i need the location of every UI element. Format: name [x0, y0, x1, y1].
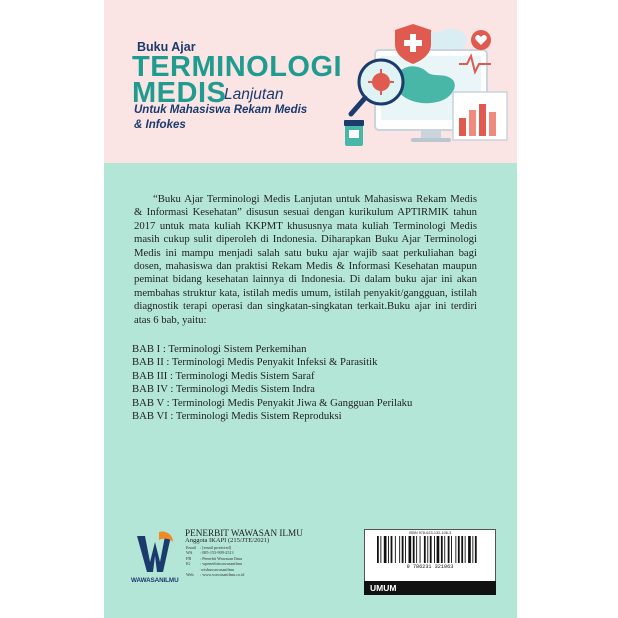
barcode-bar — [437, 536, 440, 563]
contact-row: Web : www.wawasanilmu.co.id — [186, 572, 245, 578]
chapter-item: BAB IV : Terminologi Medis Sistem Indra — [132, 383, 315, 396]
barcode-bars — [377, 536, 485, 563]
barcode-bar — [427, 536, 428, 563]
contact-row: Email : [email protected] — [186, 545, 231, 550]
contact-row: wisbuwawasanilmu — [200, 566, 235, 572]
description-block — [134, 193, 477, 327]
barcode-bar — [424, 536, 426, 563]
chapter-list — [132, 343, 412, 423]
barcode-bar — [416, 536, 417, 563]
barcode-bar — [380, 536, 381, 563]
barcode-bar — [399, 536, 400, 563]
barcode-bar — [384, 536, 387, 563]
barcode-bar — [468, 536, 471, 563]
barcode-bar — [465, 536, 466, 563]
medical-illustration — [341, 22, 511, 150]
barcode-bar — [448, 536, 450, 563]
barcode-bar — [388, 536, 389, 563]
barcode-bar — [377, 536, 379, 563]
publisher-logo-icon — [135, 530, 175, 575]
contact-row: WA : 085-155-909-2513 — [186, 550, 234, 556]
subtitle-line-1: Untuk Mahasiswa Rekam Medis — [134, 104, 308, 116]
barcode-bar — [420, 536, 421, 563]
barcode-bar — [395, 536, 396, 563]
barcode-bar — [391, 536, 393, 563]
publisher-name: PENERBIT WAWASAN ILMU — [185, 528, 303, 538]
pill-bottle-icon — [344, 120, 364, 146]
chapter-item: BAB II : Terminologi Medis Penyakit Infeksi & Parasitik — [132, 356, 378, 369]
description-paragraph: “Buku Ajar Terminologi Medis Lanjutan untuk Mahasiswa Rekam Medis & Informasi Kesehatan” disusun sesuai dengan kurikulum APTIRMIK tahun 2017 untuk mata kuliah KKPMT khususnya mata kuliah Terminologi Medis masih cukup sulit diperoleh di Indonesia. Diharapkan Buku Ajar Terminologi Medis ini mampu menjadi salah satu buku ajar wajib saat perkuliahan bagi dosen, mahasiswa dan praktisi Rekam Medis & Informasi Kesehatan maupun peminat bidang kesehatan lainnya di Indonesia. Di dalam buku ajar ini akan membahas struktur kata, istilah medis umum, istilah penyakit/gangguan, istilah diagnostik terapi operasi dan singkatan-singkatan terkait.Buku ajar ini terdiri atas 6 bab, yaitu: — [134, 193, 477, 326]
barcode-bar — [444, 536, 445, 563]
publisher-contacts — [186, 545, 244, 577]
isbn-barcode — [364, 529, 496, 582]
barcode-bar — [441, 536, 443, 563]
barcode-bar — [451, 536, 452, 563]
chapter-item: BAB I : Terminologi Sistem Perkemihan — [132, 343, 307, 355]
chapter-item: BAB III : Terminologi Medis Sistem Saraf — [132, 369, 315, 382]
barcode-bar — [472, 536, 473, 563]
barcode-bar — [434, 536, 435, 563]
barcode-bar — [455, 536, 456, 563]
barcode-bar — [402, 536, 404, 563]
category-label: UMUM — [370, 583, 397, 593]
cover-header — [104, 0, 517, 163]
book-back-cover — [104, 0, 517, 618]
barcode-bar — [409, 536, 412, 563]
title-line-1: TERMINOLOGI — [132, 51, 343, 83]
barcode-bar — [458, 536, 460, 563]
barcode-bar — [475, 536, 477, 563]
barcode-bar — [461, 536, 463, 563]
series-label: Buku Ajar — [137, 40, 196, 54]
publisher-membership: Anggota IKAPI (215/JTE/2021) — [185, 537, 270, 544]
cover-body — [104, 163, 517, 618]
isbn-label: ISBN 978-623-132-106-3 — [408, 531, 452, 535]
barcode-bar — [405, 536, 406, 563]
chapter-item: BAB VI : Terminologi Medis Sistem Reproduksi — [132, 410, 342, 423]
publisher-logo-text: WAWASANILMU — [131, 577, 179, 584]
title-line-2: MEDIS — [132, 77, 227, 109]
subtitle-line-2: & Infokes — [134, 119, 186, 131]
category-strip — [364, 581, 496, 595]
bar-chart-icon — [453, 92, 507, 140]
contact-row: IG : wpenerbitwawasanilmu — [186, 561, 242, 567]
barcode-bar — [430, 536, 432, 563]
barcode-bar — [413, 536, 415, 563]
chapter-item: BAB V : Terminologi Medis Penyakit Jiwa & Gangguan Perilaku — [132, 396, 413, 409]
heart-icon — [471, 30, 491, 50]
contact-row: FB : Penerbit Wawasan Ilmu — [186, 555, 243, 561]
title-suffix: Lanjutan — [224, 86, 284, 103]
barcode-number: 9 786231 321063 — [406, 564, 454, 570]
